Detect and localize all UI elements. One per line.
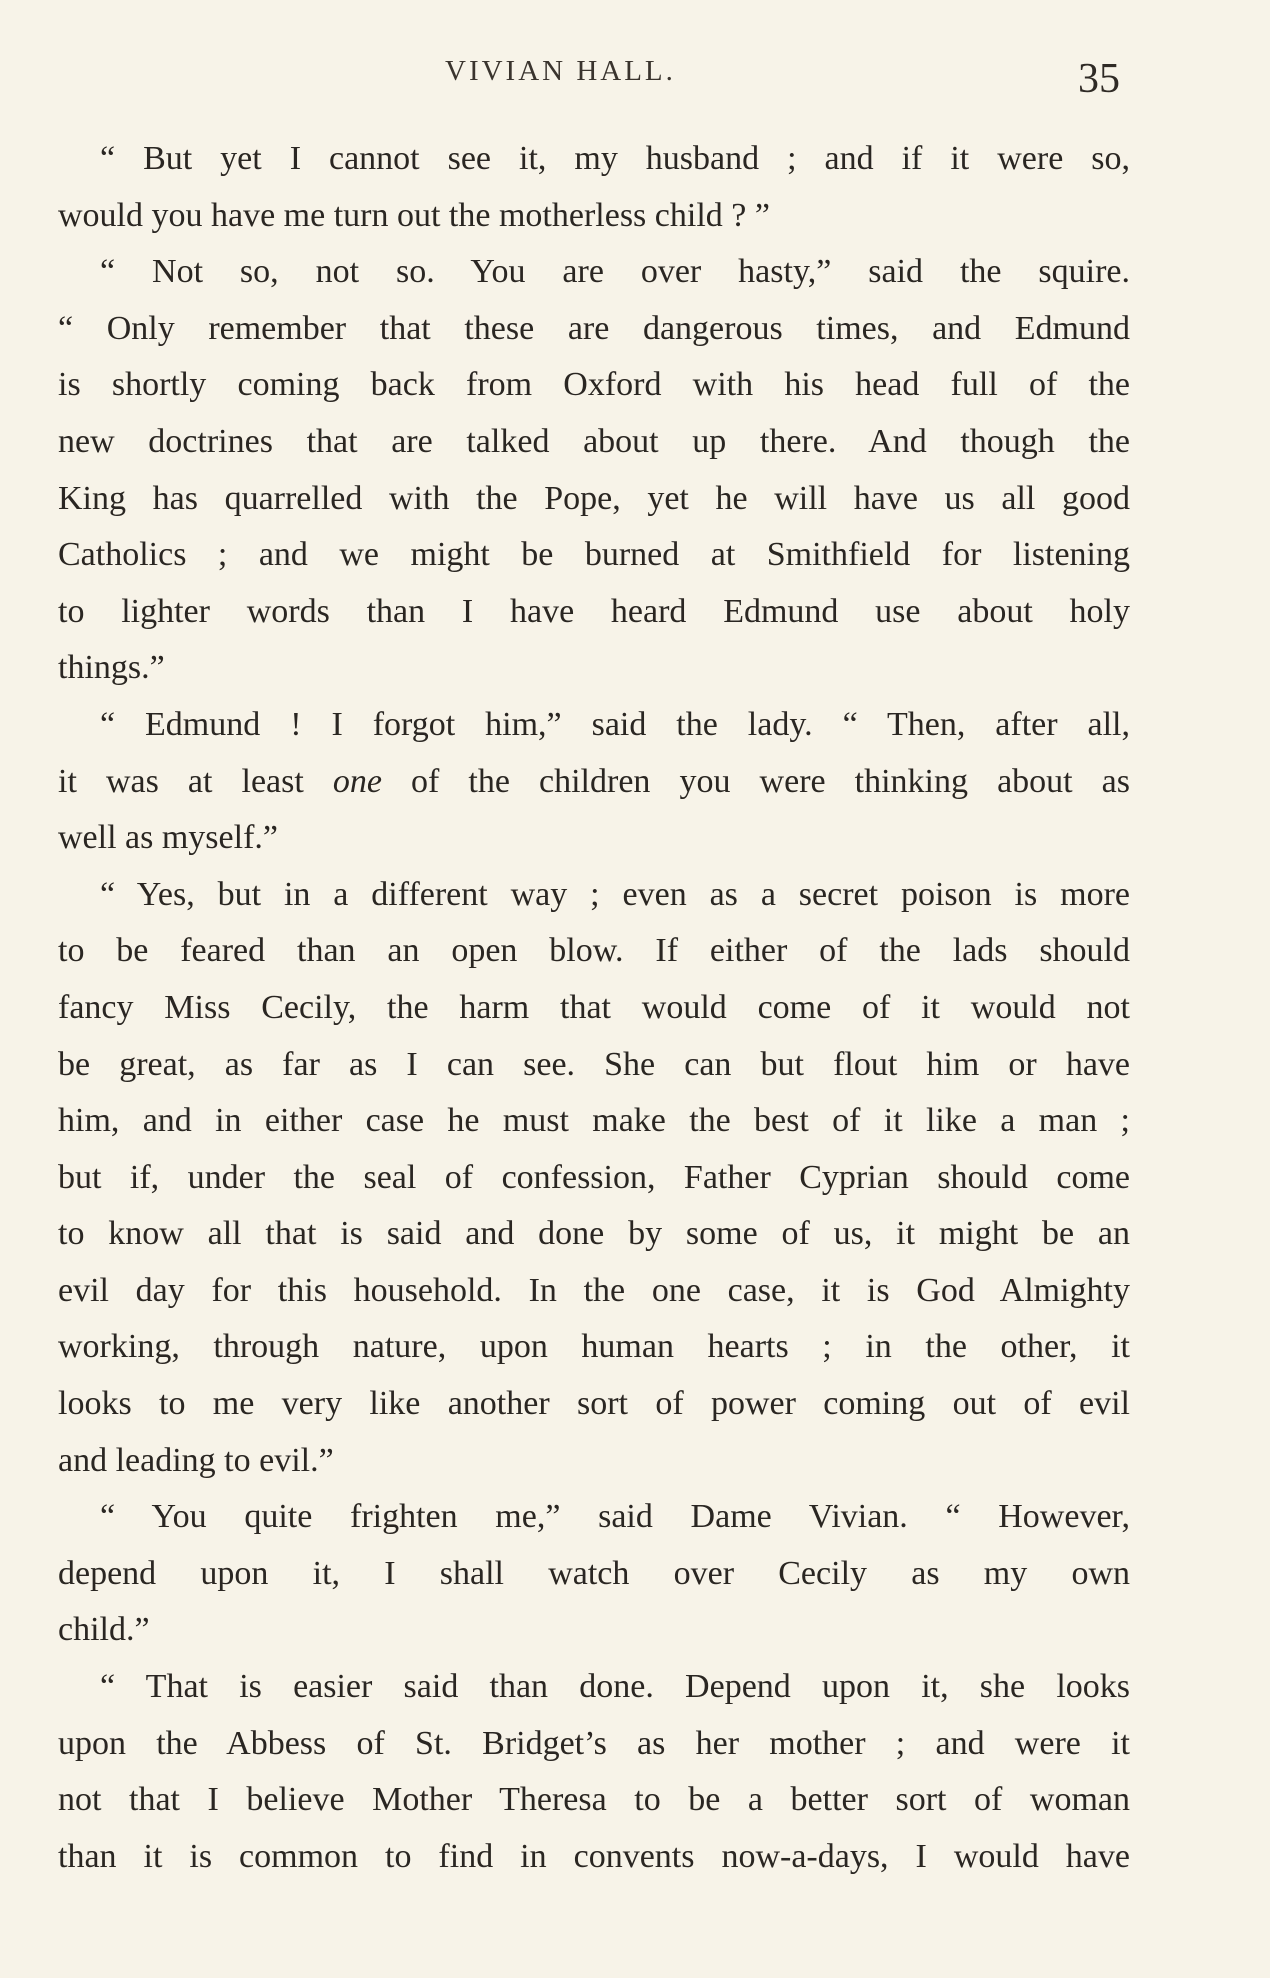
page-number: 35	[1078, 56, 1120, 102]
text-fragment: of the children you were thinking about as	[381, 762, 1130, 800]
text-line: “ Yes, but in a different way ; even as a secret poison is more	[100, 875, 1130, 913]
text-line: “ You quite frighten me,” said Dame Vivian. “ However,	[100, 1498, 1130, 1536]
text-line: is shortly coming back from Oxford with his head full of the	[58, 366, 1130, 404]
text-line: depend upon it, I shall watch over Cecily as my own	[58, 1554, 1130, 1592]
text-line: upon the Abbess of St. Bridget’s as her mother ; and were it	[58, 1724, 1130, 1762]
text-line: be great, as far as I can see. She can but flout him or have	[58, 1045, 1130, 1083]
text-line	[58, 754, 1130, 811]
text-line: “ But yet I cannot see it, my husband ; and if it were so,	[100, 140, 1130, 177]
text-line: looks to me very like another sort of power coming out of evil	[58, 1385, 1130, 1423]
text-line: to know all that is said and done by some of us, it might be an	[58, 1215, 1130, 1253]
text-line: working, through nature, upon human hearts ; in the other, it	[58, 1328, 1130, 1366]
text-line: but if, under the seal of confession, Father Cyprian should come	[58, 1158, 1130, 1196]
running-head: VIVIAN HALL.	[445, 55, 676, 87]
text-line: new doctrines that are talked about up there. And though the	[58, 422, 1130, 460]
text-line: evil day for this household. In the one case, it is God Almighty	[58, 1271, 1130, 1309]
text-line: “ Not so, not so. You are over hasty,” said the squire.	[100, 253, 1130, 291]
text-line: to lighter words than I have heard Edmund use about holy	[58, 592, 1130, 630]
text-line: “ Only remember that these are dangerous times, and Edmund	[58, 309, 1130, 347]
body-text	[58, 131, 1130, 1885]
text-fragment: it was at least	[58, 762, 333, 800]
text-line: things.”	[58, 649, 165, 687]
text-line: child.”	[58, 1611, 150, 1649]
text-line: “ That is easier said than done. Depend upon it, she looks	[100, 1668, 1130, 1706]
italic-emphasis: one	[332, 762, 382, 800]
text-line: than it is common to find in convents now-a-days, I would have	[58, 1837, 1130, 1875]
text-line: well as myself.”	[58, 819, 278, 857]
text-line: him, and in either case he must make the best of it like a man ;	[58, 1102, 1130, 1140]
text-line: not that I believe Mother Theresa to be a better sort of woman	[58, 1781, 1130, 1819]
text-line: “ Edmund ! I forgot him,” said the lady. “ Then, after all,	[100, 705, 1130, 743]
text-line: to be feared than an open blow. If either of the lads should	[58, 932, 1130, 970]
text-line: and leading to evil.”	[58, 1441, 334, 1479]
text-line: King has quarrelled with the Pope, yet he will have us all good	[58, 479, 1130, 517]
text-line: fancy Miss Cecily, the harm that would come of it would not	[58, 988, 1130, 1026]
text-line: would you have me turn out the motherless child ? ”	[58, 196, 770, 234]
text-line: Catholics ; and we might be burned at Smithfield for listening	[58, 536, 1130, 574]
